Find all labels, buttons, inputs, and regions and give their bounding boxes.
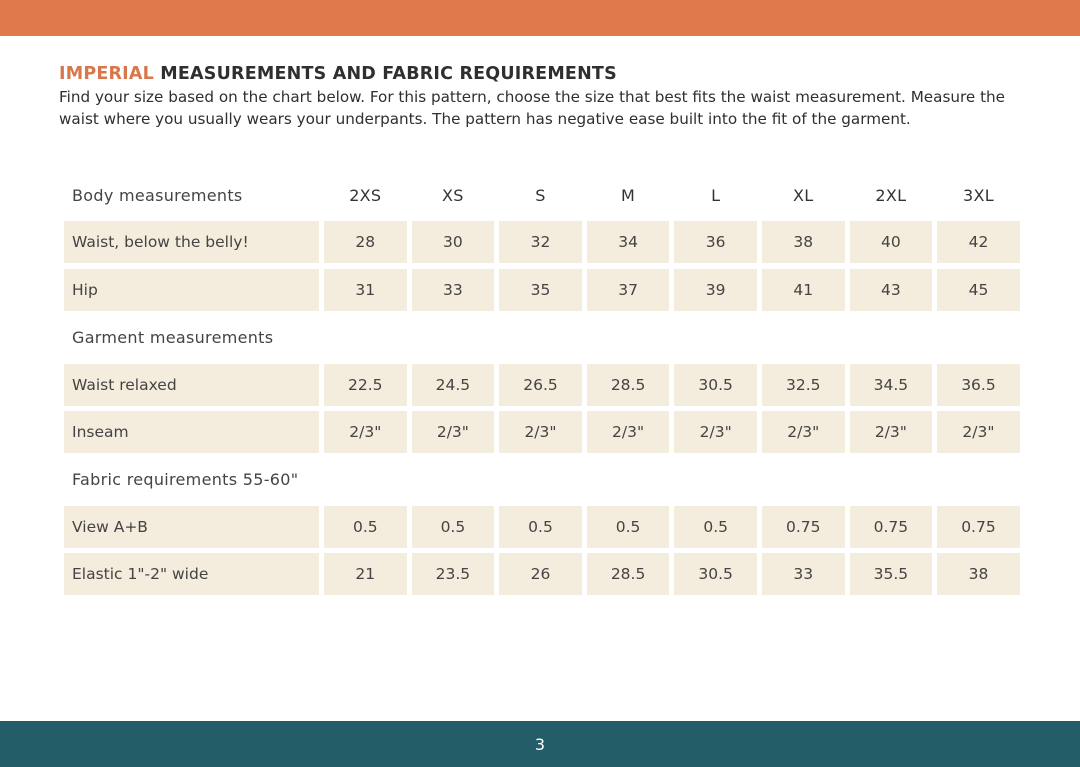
title-rest: MEASUREMENTS AND FABRIC REQUIREMENTS xyxy=(154,64,617,84)
table-cell: 45 xyxy=(937,269,1020,311)
table-cell: 38 xyxy=(762,221,845,263)
table-cell: 0.5 xyxy=(674,506,757,548)
table-cell: 2/3" xyxy=(587,411,670,453)
table-cell: 2/3" xyxy=(499,411,582,453)
table-cell: 24.5 xyxy=(412,364,495,406)
row-label-hip: Hip xyxy=(64,269,319,311)
table-cell: 26.5 xyxy=(499,364,582,406)
table-cell: 34.5 xyxy=(850,364,933,406)
size-header-2xl: 2XL xyxy=(875,185,907,205)
section-label-body-measurements: Body measurements xyxy=(72,185,243,205)
table-cell: 41 xyxy=(762,269,845,311)
table-cell: 2/3" xyxy=(850,411,933,453)
table-cell: 30.5 xyxy=(674,553,757,595)
section-label-fabric-requirements-55-60: Fabric requirements 55-60" xyxy=(72,469,299,489)
table-cell: 33 xyxy=(762,553,845,595)
table-row xyxy=(64,553,1025,600)
size-header-s: S xyxy=(535,185,546,205)
table-row xyxy=(64,364,1025,411)
section-label-garment-measurements: Garment measurements xyxy=(72,327,274,347)
table-cell: 28.5 xyxy=(587,364,670,406)
size-chart-table xyxy=(64,174,1025,601)
table-cell: 42 xyxy=(937,221,1020,263)
row-label-waist-below-the-belly: Waist, below the belly! xyxy=(64,221,319,263)
table-cell: 35.5 xyxy=(850,553,933,595)
table-cell: 43 xyxy=(850,269,933,311)
title-accent: IMPERIAL xyxy=(59,64,154,84)
table-cell: 33 xyxy=(412,269,495,311)
size-header-3xl: 3XL xyxy=(962,185,994,205)
row-label-elastic-1-2-wide: Elastic 1"-2" wide xyxy=(64,553,319,595)
section-header-row xyxy=(64,174,1025,221)
table-cell: 39 xyxy=(674,269,757,311)
row-label-view-a-b: View A+B xyxy=(64,506,319,548)
table-cell: 23.5 xyxy=(412,553,495,595)
top-color-bar xyxy=(0,0,1080,36)
table-cell: 30.5 xyxy=(674,364,757,406)
table-cell: 32.5 xyxy=(762,364,845,406)
size-header-2xs: 2XS xyxy=(349,185,382,205)
table-row xyxy=(64,269,1025,316)
table-cell: 37 xyxy=(587,269,670,311)
table-cell: 36 xyxy=(674,221,757,263)
table-cell: 31 xyxy=(324,269,407,311)
table-cell: 2/3" xyxy=(937,411,1020,453)
table-cell: 0.75 xyxy=(762,506,845,548)
table-cell: 34 xyxy=(587,221,670,263)
table-row xyxy=(64,221,1025,268)
table-cell: 30 xyxy=(412,221,495,263)
table-cell: 0.75 xyxy=(850,506,933,548)
table-cell: 35 xyxy=(499,269,582,311)
table-cell: 28.5 xyxy=(587,553,670,595)
table-cell: 28 xyxy=(324,221,407,263)
table-row xyxy=(64,506,1025,553)
table-cell: 22.5 xyxy=(324,364,407,406)
table-cell: 2/3" xyxy=(412,411,495,453)
footer-bar xyxy=(0,721,1080,767)
table-cell: 32 xyxy=(499,221,582,263)
page-number: 3 xyxy=(534,734,546,754)
section-header-row xyxy=(64,316,1025,363)
table-cell: 2/3" xyxy=(762,411,845,453)
table-cell: 0.5 xyxy=(587,506,670,548)
table-cell: 40 xyxy=(850,221,933,263)
row-label-waist-relaxed: Waist relaxed xyxy=(64,364,319,406)
table-row xyxy=(64,411,1025,458)
table-cell: 21 xyxy=(324,553,407,595)
table-cell: 0.5 xyxy=(412,506,495,548)
table-cell: 0.5 xyxy=(499,506,582,548)
row-label-inseam: Inseam xyxy=(64,411,319,453)
table-cell: 2/3" xyxy=(324,411,407,453)
table-cell: 26 xyxy=(499,553,582,595)
table-cell: 2/3" xyxy=(674,411,757,453)
table-cell: 36.5 xyxy=(937,364,1020,406)
intro-text: Find your size based on the chart below. For this pattern, choose the size that best fits the waist measurement. Measure the waist where you usually wears your underpants. The pattern has negative ease built into the fit of the garment. xyxy=(59,88,1005,128)
size-header-m: M xyxy=(621,185,636,205)
page-title xyxy=(59,64,617,84)
size-header-l: L xyxy=(711,185,721,205)
table-cell: 0.75 xyxy=(937,506,1020,548)
size-header-xs: XS xyxy=(442,185,464,205)
section-header-row xyxy=(64,458,1025,505)
size-header-xl: XL xyxy=(793,185,814,205)
table-cell: 38 xyxy=(937,553,1020,595)
table-cell: 0.5 xyxy=(324,506,407,548)
